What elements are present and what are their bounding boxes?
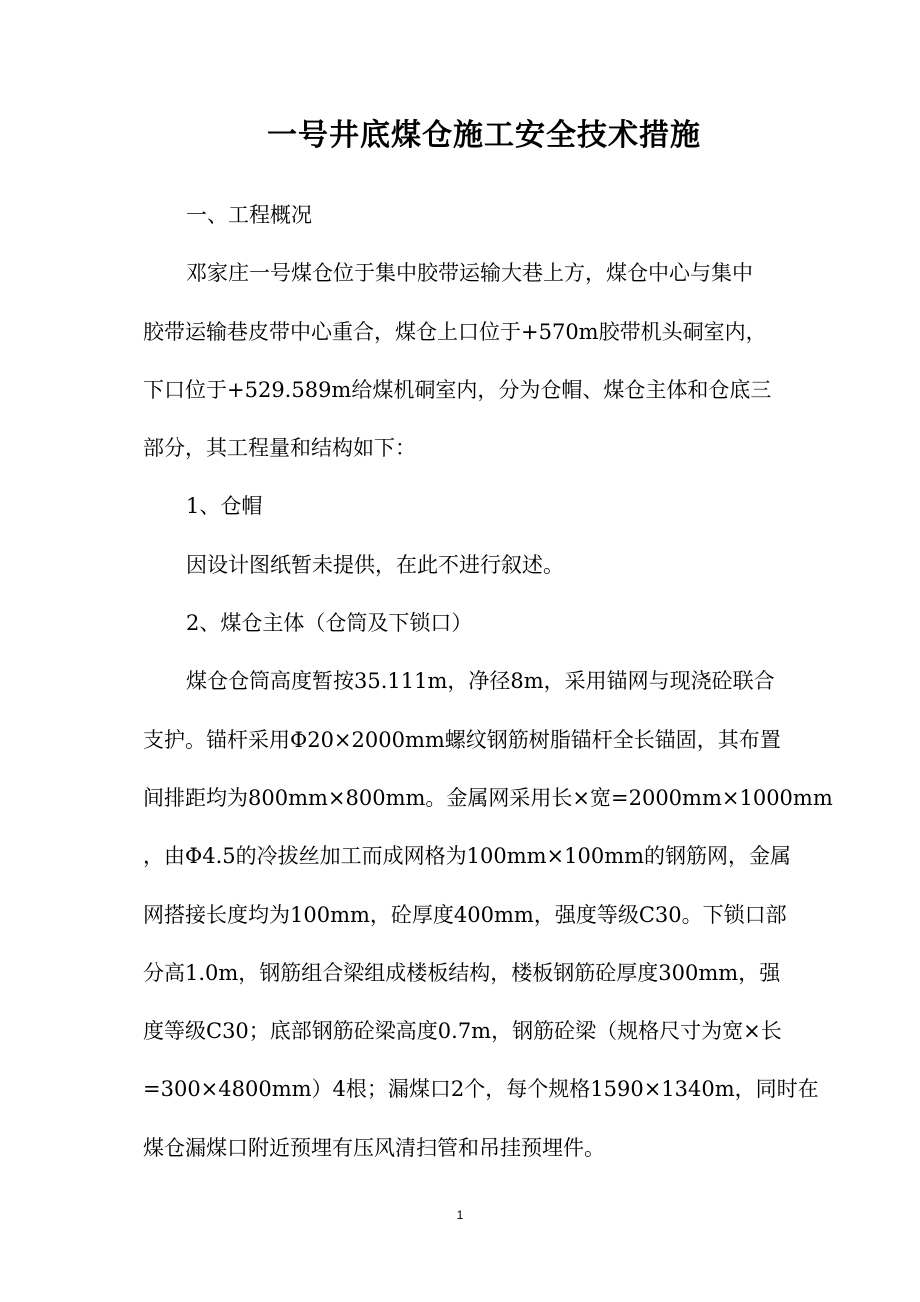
document-title: 一号井底煤仓施工安全技术措施 [267, 118, 701, 153]
paragraph-line: 胶带运输巷皮带中心重合，煤仓上口位于+570m胶带机头硐室内， [143, 319, 767, 344]
section-heading-overview: 一、工程概况 [186, 203, 312, 227]
subsection-heading-cap: 1、仓帽 [186, 494, 263, 519]
paragraph-line: 邓家庄一号煤仓位于集中胶带运输大巷上方，煤仓中心与集中 [186, 261, 753, 286]
paragraph-line: 网搭接长度均为100mm，砼厚度400mm，强度等级C30。下锁口部 [143, 902, 787, 927]
paragraph-line: 支护。锚杆采用Φ20×2000mm螺纹钢筋树脂锚杆全长锚固，其布置 [143, 727, 781, 752]
paragraph-line: 煤仓漏煤口附近预埋有压风清扫管和吊挂预埋件。 [143, 1135, 605, 1160]
page-number: 1 [456, 1208, 464, 1222]
subsection-heading-main-body: 2、煤仓主体（仓筒及下锁口） [186, 611, 473, 636]
document-body [143, 194, 833, 1185]
paragraph-line: 间排距均为800mm×800mm。金属网采用长×宽=2000mm×1000mm [143, 785, 833, 810]
paragraph-line: 分高1.0m，钢筋组合梁组成楼板结构，楼板钢筋砼厚度300mm，强 [143, 960, 781, 985]
paragraph-line: 度等级C30；底部钢筋砼梁高度0.7m，钢筋砼梁（规格尺寸为宽×长 [143, 1019, 782, 1044]
paragraph-line: 煤仓仓筒高度暂按35.111m，净径8m，采用锚网与现浇砼联合 [186, 669, 775, 694]
paragraph-line: 部分，其工程量和结构如下： [143, 436, 416, 461]
paragraph-line: =300×4800mm）4根；漏煤口2个，每个规格1590×1340m，同时在 [143, 1077, 819, 1102]
paragraph-line: ，由Φ4.5的冷拔丝加工而成网格为100mm×100mm的钢筋网，金属 [143, 844, 792, 869]
paragraph-line: 因设计图纸暂未提供，在此不进行叙述。 [186, 552, 564, 577]
paragraph-line: 下口位于+529.589m给煤机硐室内，分为仓帽、煤仓主体和仓底三 [143, 377, 772, 402]
